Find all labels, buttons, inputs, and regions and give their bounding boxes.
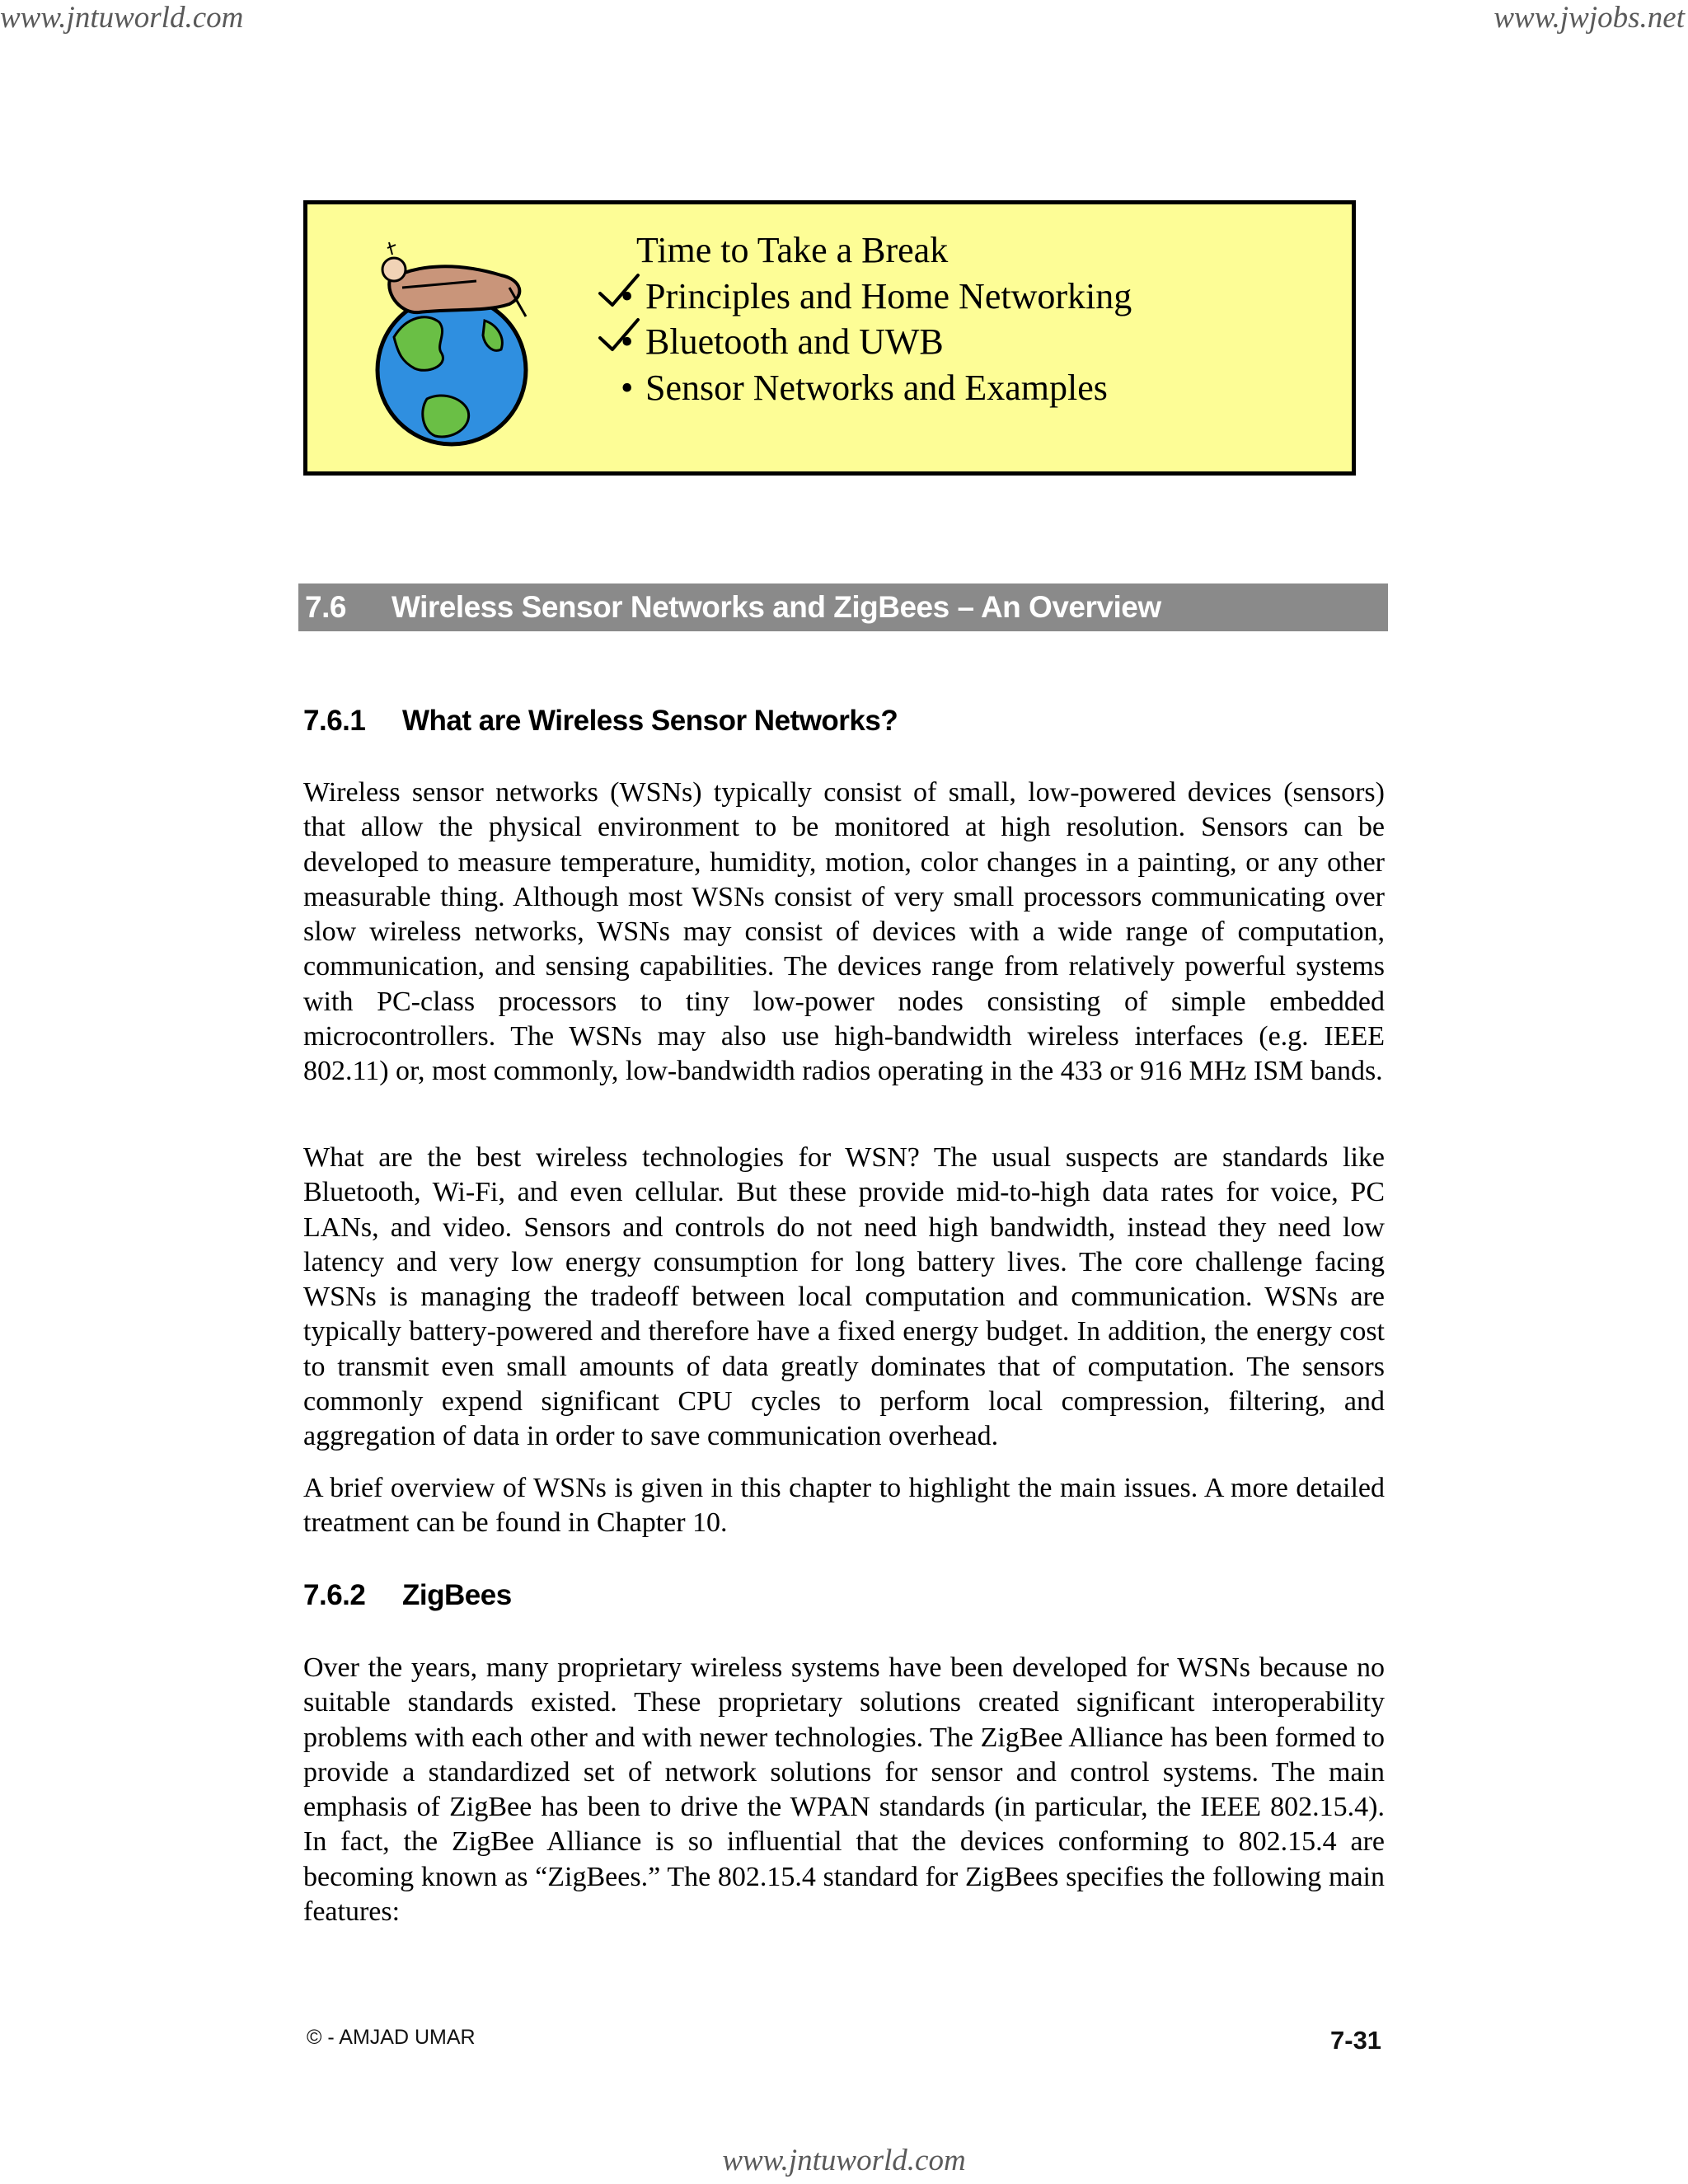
paragraph: Wireless sensor networks (WSNs) typically consist of small, low-powered devices (sensors) that allow the physical environment to be monitored at high resolution. Sensors can be developed to measure temperature, humidity, motion, color changes in a painting, or any other measurable thing. Although most WSNs consist of very small processors communicating over slow wireless networks, WSNs may consist of devices with a wide range of computation, communication, and sensing capabilities. The devices range from relatively powerful systems with PC-class processors to tiny low-power nodes consisting of simple embedded microcontrollers. The WSNs may also use high-bandwidth wireless interfaces (e.g. IEEE 802.11) or, most commonly, low-bandwidth radios operating in the 433 or 916 MHz ISM bands. [303, 777, 1385, 1087]
subsection-heading [303, 705, 898, 738]
subsection-title: ZigBees [402, 1579, 512, 1611]
break-title: Time to Take a Break [636, 230, 949, 270]
globe-person-icon [369, 230, 538, 452]
subsection-number: 7.6.2 [303, 1579, 366, 1611]
watermark-top-left: www.jntuworld.com [0, 1, 244, 35]
footer-author: - AMJAD UMAR [327, 2026, 476, 2049]
section-title: Wireless Sensor Networks and ZigBees – An Overview [392, 590, 1161, 624]
break-item-label: Principles and Home Networking [645, 276, 1132, 316]
bullet: • [621, 321, 634, 362]
break-item [621, 370, 1108, 406]
footer-copyright [307, 2026, 476, 2050]
page-number: 7-31 [1330, 2026, 1382, 2055]
paragraph: What are the best wireless technologies for WSN? The usual suspects are standards like Bluetooth, Wi-Fi, and even cellular. But these provide mid-to-high data rates for voice, PC LANs, and video. Sensors and controls do not need high bandwidth, instead they need low latency and very low energy consumption for long battery lives. The core challenge facing WSNs is managing the tradeoff between local computation and communication. WSNs are typically battery-powered and therefore have a fixed energy budget. In addition, the energy cost to transmit even small amounts of data greatly dominates that of computation. The sensors commonly expend significant CPU cycles to perform local compression, filtering, and aggregation of data in order to save communication overhead. [303, 1142, 1385, 1452]
paragraph: Over the years, many proprietary wireless systems have been developed for WSNs because no suitable standards existed. These proprietary solutions created significant interoperability problems with each other and with newer technologies. The ZigBee Alliance has been formed to provide a standardized set of network solutions for sensor and control systems. The main emphasis of ZigBee has been to drive the WPAN standards (in particular, the IEEE 802.15.4). In fact, the ZigBee Alliance is so influential that the devices conforming to 802.15.4 are becoming known as “ZigBees.” The 802.15.4 standard for ZigBees specifies the following main features: [303, 1652, 1385, 1928]
section-number: 7.6 [305, 590, 346, 624]
subsection-number: 7.6.1 [303, 705, 366, 737]
watermark-top-right: www.jwjobs.net [1493, 1, 1685, 35]
break-item [621, 321, 944, 362]
bullet: • [621, 276, 634, 316]
subsection-title: What are Wireless Sensor Networks? [402, 705, 898, 737]
break-item [621, 276, 1132, 316]
break-box [303, 200, 1356, 476]
subsection-heading [303, 1579, 512, 1612]
copyright-symbol: © [307, 2026, 322, 2049]
watermark-bottom: www.jntuworld.com [722, 2144, 966, 2177]
bullet: • [621, 368, 634, 408]
paragraph: A brief overview of WSNs is given in this chapter to highlight the main issues. A more detailed treatment can be found in Chapter 10. [303, 1473, 1385, 1539]
section-heading [298, 583, 1388, 631]
break-item-label: Sensor Networks and Examples [645, 368, 1108, 408]
break-item-label: Bluetooth and UWB [645, 321, 944, 362]
